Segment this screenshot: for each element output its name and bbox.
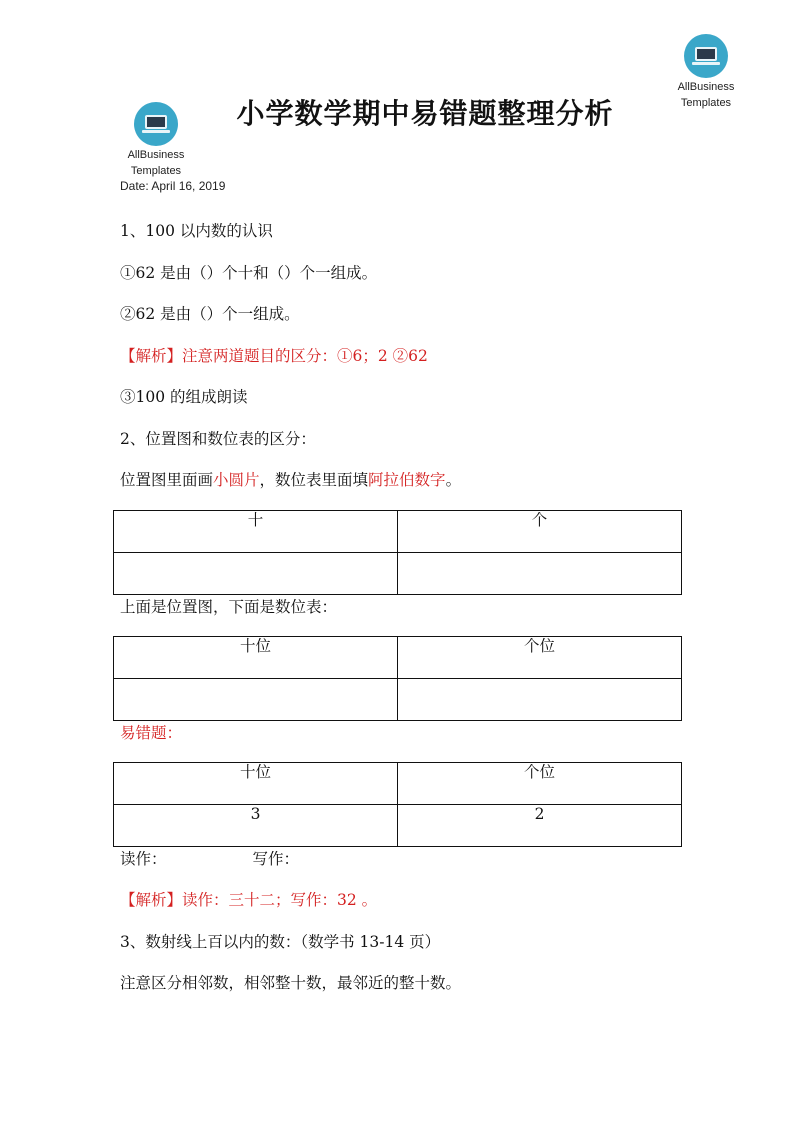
logo-line2: Templates — [680, 97, 732, 109]
note-text: ，数位表里面填 — [259, 471, 369, 489]
question-3: ③100 的组成朗读 — [120, 388, 248, 406]
analysis-1: 【解析】注意两道题目的区分：①6；2 ②62 — [120, 347, 428, 365]
read-label: 读作： — [120, 850, 167, 868]
note-text: 位置图里面画 — [120, 471, 214, 489]
table-cell — [398, 679, 682, 721]
document-date: Date: April 16, 2019 — [120, 179, 226, 193]
table-cell: 个 — [398, 511, 682, 553]
write-label: 写作： — [252, 850, 300, 868]
question-1: ①62 是由（）个十和（）个一组成。 — [120, 264, 378, 282]
section-3-note: 注意区分相邻数，相邻整十数，最邻近的整十数。 — [120, 974, 462, 992]
note-highlight: 小圆片 — [213, 471, 260, 489]
read-write-line — [120, 847, 299, 869]
table-cell: 3 — [114, 805, 398, 847]
note-highlight: 阿拉伯数字 — [368, 471, 446, 489]
table-cell — [398, 553, 682, 595]
logo-right — [668, 34, 744, 110]
question-2: ②62 是由（）个一组成。 — [120, 305, 300, 323]
table-cell: 十位 — [114, 763, 398, 805]
logo-line1: AllBusiness — [677, 81, 735, 93]
table-cell — [114, 553, 398, 595]
note-text: 。 — [445, 471, 462, 489]
mistake-heading: 易错题： — [120, 724, 183, 742]
page-title: 小学数学期中易错题整理分析 — [236, 97, 614, 130]
section-2-heading: 2、位置图和数位表的区分： — [120, 430, 316, 448]
table-cell: 2 — [398, 805, 682, 847]
section-3-heading: 3、数射线上百以内的数：（数学书 13-14 页） — [120, 933, 441, 951]
table-caption: 上面是位置图，下面是数位表： — [120, 598, 338, 616]
position-note — [120, 468, 461, 490]
logo-left — [118, 102, 194, 178]
table-cell: 个位 — [398, 637, 682, 679]
section-1-heading: 1、100 以内数的认识 — [120, 222, 273, 240]
mistake-table — [113, 762, 682, 847]
analysis-2: 【解析】读作：三十二；写作：32 。 — [120, 891, 378, 909]
logo-line1: AllBusiness — [127, 149, 185, 161]
position-chart-table — [113, 510, 682, 595]
laptop-logo-icon — [684, 34, 728, 78]
laptop-logo-icon — [134, 102, 178, 146]
table-cell: 十位 — [114, 637, 398, 679]
table-cell — [114, 679, 398, 721]
table-cell: 十 — [114, 511, 398, 553]
logo-line2: Templates — [130, 165, 182, 177]
place-value-table — [113, 636, 682, 721]
table-cell: 个位 — [398, 763, 682, 805]
